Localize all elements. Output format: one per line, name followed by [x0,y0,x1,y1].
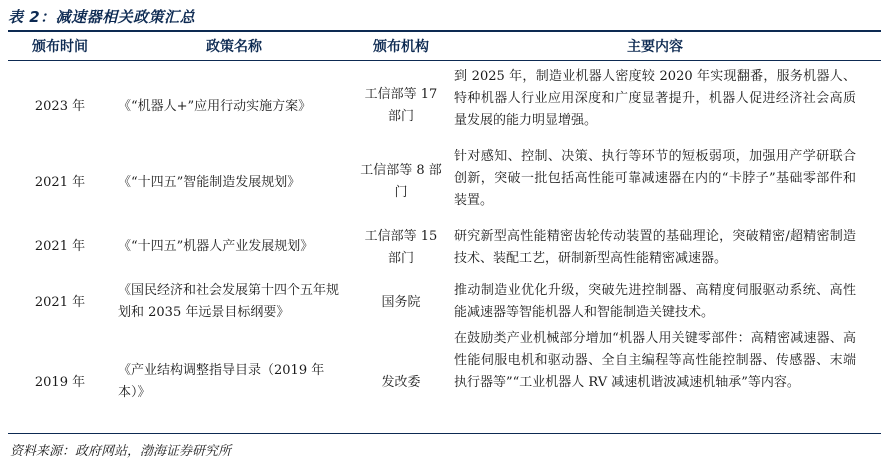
row-4-content: 推动制造业优化升级，突破先进控制器、高精度伺服驱动系统、高性能减速器等智能机器人和智能制造关键技术。 [454,283,856,320]
header-org: 颁布机构 [373,39,429,55]
table-bottom-rule [8,433,881,434]
source-note: 资料来源：政府网站，渤海证券研究所 [10,444,232,459]
header-date: 颁布时间 [32,39,88,55]
header-rule [8,60,881,61]
row-5-org: 发改委 [381,375,421,390]
table-title: 表 2：减速器相关政策汇总 [8,8,196,26]
row-1-date: 2023 年 [34,99,86,114]
row-5-content: 在鼓励类产业机械部分增加“机器人用关键零部件：高精密减速器、高性能伺服电机和驱动器、全自主编程等高性能控制器、传感器、末端执行器等”“工业机器人 RV 减速机谐波减速机轴承”等内容。 [454,331,856,390]
row-1-name: 《“机器人+”应用行动实施方案》 [118,99,312,114]
row-5-name: 《产业结构调整指导目录（2019 年本）》 [118,363,325,400]
row-3-name: 《“十四五”机器人产业发展规划》 [118,239,314,254]
row-1-content: 到 2025 年，制造业机器人密度较 2020 年实现翻番，服务机器人、特种机器人行业应用深度和广度显著提升，机器人促进经济社会高质量发展的能力明显增强。 [454,69,856,128]
row-1-org: 工信部等 17 部门 [364,87,438,124]
row-4-date: 2021 年 [34,295,86,310]
row-2-date: 2021 年 [34,175,86,190]
row-2-content: 针对感知、控制、决策、执行等环节的短板弱项，加强用产学研联合创新，突破一批包括高性能可靠减速器在内的“卡脖子”基础零部件和装置。 [454,149,856,208]
row-3-content: 研究新型高性能精密齿轮传动装置的基础理论，突破精密/超精密制造技术、装配工艺，研制新型高性能精密减速器。 [454,229,856,266]
row-2-name: 《“十四五”智能制造发展规划》 [118,175,301,190]
row-4-org: 国务院 [381,295,421,310]
header-name: 政策名称 [206,39,262,55]
row-3-date: 2021 年 [34,239,86,254]
row-5-date: 2019 年 [34,375,86,390]
row-3-org: 工信部等 15 部门 [364,229,438,266]
table-top-rule [8,30,881,32]
row-4-name: 《国民经济和社会发展第十四个五年规划和 2035 年远景目标纲要》 [118,283,340,320]
header-content: 主要内容 [627,39,683,55]
row-2-org: 工信部等 8 部门 [360,163,442,200]
